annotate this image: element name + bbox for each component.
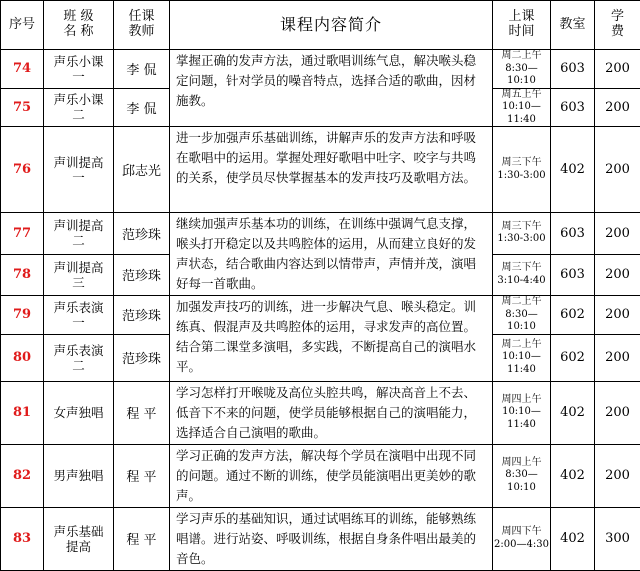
course-name: 女声独唱	[44, 381, 114, 444]
course-name: 声乐表演 一	[44, 296, 114, 335]
classroom: 402	[551, 444, 595, 507]
header-room: 教室	[551, 1, 595, 50]
class-time: 周二上午 8:30—10:10	[493, 50, 551, 89]
table-row	[1, 50, 640, 89]
classroom: 603	[551, 254, 595, 296]
teacher-name: 范珍珠	[114, 334, 170, 381]
row-number: 82	[1, 444, 44, 507]
teacher-name: 李 侃	[114, 88, 170, 127]
class-time: 周五上午 10:10—11:40	[493, 88, 551, 127]
table-row	[1, 507, 640, 570]
course-description: 进一步加强声乐基础训练，讲解声乐的发声方法和呼吸在歌唱中的运用。掌握处理好歌唱中吐字、咬字与共鸣的关系，使学员尽快掌握基本的发声技巧及歌唱方法。	[170, 127, 493, 213]
course-description: 加强发声技巧的训练，进一步解决气息、喉头稳定。训练真、假混声及共鸣腔体的运用，寻求发声的高位置。结合第二课堂多演唱，多实践，不断提高自己的演唱水平。	[170, 296, 493, 382]
row-number: 75	[1, 88, 44, 127]
row-number: 79	[1, 296, 44, 335]
tuition-fee: 200	[595, 88, 640, 127]
class-time: 周四上午 10:10—11:40	[493, 381, 551, 444]
row-number: 76	[1, 127, 44, 213]
table-row	[1, 444, 640, 507]
course-name: 声乐小课 一	[44, 50, 114, 89]
table-row	[1, 381, 640, 444]
course-name: 声训提高 一	[44, 127, 114, 213]
tuition-fee: 200	[595, 254, 640, 296]
classroom: 603	[551, 50, 595, 89]
teacher-name: 范珍珠	[114, 296, 170, 335]
class-time: 周三下午 1:30-3:00	[493, 127, 551, 213]
header-teacher: 任课 教师	[114, 1, 170, 50]
class-time: 周三下午 1:30-3:00	[493, 213, 551, 255]
course-description: 掌握正确的发声方法，通过歌唱训练气息，解决喉头稳定问题，针对学员的噪音特点，选择合适的歌曲，因材施教。	[170, 50, 493, 127]
tuition-fee: 200	[595, 127, 640, 213]
classroom: 402	[551, 381, 595, 444]
course-description: 学习正确的发声方法，解决每个学员在演唱中出现不同的问题。通过不断的训练，使学员能演唱出更美妙的歌声。	[170, 444, 493, 507]
row-number: 77	[1, 213, 44, 255]
tuition-fee: 200	[595, 444, 640, 507]
teacher-name: 李 侃	[114, 50, 170, 89]
teacher-name: 程 平	[114, 507, 170, 570]
tuition-fee: 200	[595, 50, 640, 89]
row-number: 78	[1, 254, 44, 296]
class-time: 周四下午 2:00—4:30	[493, 507, 551, 570]
header-time: 上课 时间	[493, 1, 551, 50]
course-description: 继续加强声乐基本功的训练，在训练中强调气息支撑，喉头打开稳定以及共鸣腔体的运用，从而建立良好的发声状态，结合歌曲内容达到以情带声，声情并茂，演唱好每一首歌曲。	[170, 213, 493, 296]
course-name: 声乐表演 二	[44, 334, 114, 381]
row-number: 80	[1, 334, 44, 381]
classroom: 602	[551, 296, 595, 335]
table-row	[1, 127, 640, 213]
header-content: 课程内容简介	[170, 1, 493, 50]
header-course-name: 班 级 名 称	[44, 1, 114, 50]
tuition-fee: 200	[595, 296, 640, 335]
tuition-fee: 300	[595, 507, 640, 570]
course-name: 声训提高 二	[44, 213, 114, 255]
class-time: 周二上午 8:30—10:10	[493, 296, 551, 335]
tuition-fee: 200	[595, 334, 640, 381]
classroom: 603	[551, 213, 595, 255]
row-number: 74	[1, 50, 44, 89]
class-time: 周四上午 8:30—10:10	[493, 444, 551, 507]
tuition-fee: 200	[595, 213, 640, 255]
course-description: 学习怎样打开喉咙及高位头腔共鸣，解决高音上不去、低音下不来的问题，使学员能够根据自己的演唱能力，选择适合自己演唱的歌曲。	[170, 381, 493, 444]
teacher-name: 程 平	[114, 381, 170, 444]
classroom: 602	[551, 334, 595, 381]
classroom: 603	[551, 88, 595, 127]
course-name: 男声独唱	[44, 444, 114, 507]
classroom: 402	[551, 127, 595, 213]
teacher-name: 程 平	[114, 444, 170, 507]
header-no: 序号	[1, 1, 44, 50]
table-row	[1, 296, 640, 335]
table-row	[1, 213, 640, 255]
row-number: 81	[1, 381, 44, 444]
class-time: 周三下午 3:10-4:40	[493, 254, 551, 296]
row-number: 83	[1, 507, 44, 570]
course-name: 声乐基础 提高	[44, 507, 114, 570]
header-row	[1, 1, 640, 50]
teacher-name: 邱志光	[114, 127, 170, 213]
class-time: 周二上午 10:10—11:40	[493, 334, 551, 381]
teacher-name: 范珍珠	[114, 254, 170, 296]
classroom: 402	[551, 507, 595, 570]
tuition-fee: 200	[595, 381, 640, 444]
course-name: 声乐小课 二	[44, 88, 114, 127]
header-fee: 学 费	[595, 1, 640, 50]
course-description: 学习声乐的基础知识，通过试唱练耳的训练，能够熟练唱谱。进行站姿、呼吸训练，根据自身条件唱出最美的音色。	[170, 507, 493, 570]
teacher-name: 范珍珠	[114, 213, 170, 255]
course-name: 声训提高 三	[44, 254, 114, 296]
